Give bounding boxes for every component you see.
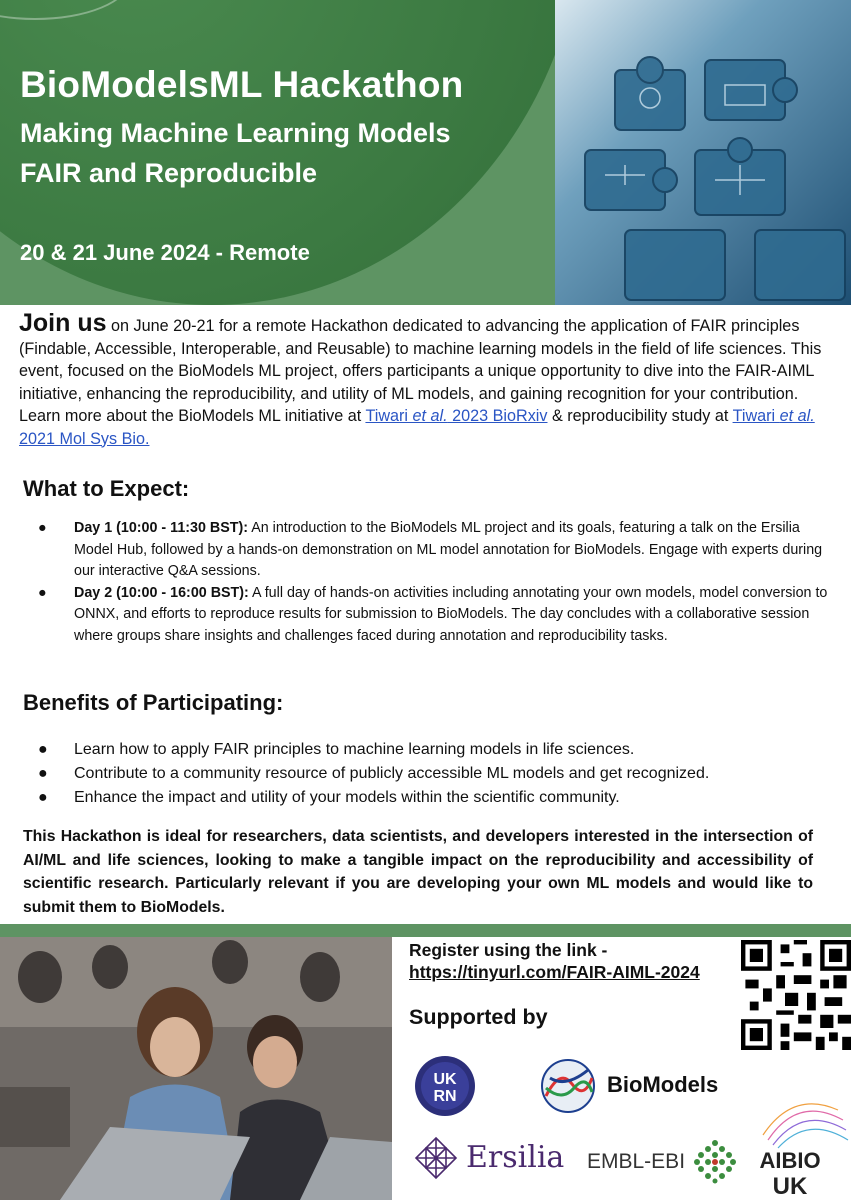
ukrn-logo	[414, 1055, 476, 1117]
day2-text: A full day of hands-on activities including annotating your own models, model conversion to ONNX, and efforts to reproduce results for submission to BioModels. The day concludes with a collaborative session where groups share insights and challenges faced during annotation and reproducibility tasks.	[74, 584, 828, 644]
biorxiv-link-etal: et al.	[412, 407, 448, 425]
biorxiv-link-author: Tiwari	[365, 407, 413, 425]
intro-text-2: & reproducibility study at	[547, 407, 733, 425]
expect-list	[0, 518, 830, 647]
molsysbio-link-author: Tiwari	[732, 407, 780, 425]
puzzle-pieces-image	[555, 0, 851, 305]
supported-by-heading: Supported by	[409, 1005, 548, 1029]
day1-text: An introduction to the BioModels ML project and its goals, featuring a talk on the Ersilia Model Hub, followed by a hands-on demonstration on ML model annotation for BioModels. Engage with experts during our interactive Q&A sessions.	[74, 520, 823, 579]
day1-label: Day 1 (10:00 - 11:30 BST):	[74, 520, 249, 536]
ersilia-logo-icon	[414, 1136, 458, 1180]
ersilia-logo-text: Ersilia	[466, 1140, 565, 1175]
biomodels-logo-text: BioModels	[607, 1072, 719, 1097]
bullet-dot: ●	[38, 789, 48, 806]
expect-item-day1	[0, 518, 830, 583]
header-banner	[0, 0, 851, 305]
bullet-dot: ●	[38, 741, 48, 758]
aibio-logo-text-2: UK	[772, 1173, 808, 1200]
embl-ebi-logo-text: EMBL-EBI	[587, 1150, 686, 1173]
what-to-expect-heading: What to Expect:	[23, 476, 190, 501]
bullet-dot: ●	[38, 584, 47, 601]
aibio-logo-text-1: AIBIO	[759, 1148, 821, 1173]
qr-code[interactable]	[741, 940, 851, 1050]
join-us-lead: Join us	[19, 309, 107, 337]
footer-divider-bar	[0, 924, 851, 937]
benefit-item	[0, 738, 830, 762]
molsysbio-link-etal: et al.	[779, 407, 815, 425]
aibio-uk-logo	[748, 1100, 851, 1200]
ukrn-logo-text-2: RN	[433, 1088, 457, 1105]
bullet-dot: ●	[38, 520, 47, 536]
subtitle-line-2: FAIR and Reproducible	[20, 158, 318, 188]
biorxiv-link[interactable]	[365, 407, 547, 425]
closing-paragraph: This Hackathon is ideal for researchers, data scientists, and developers interested in the intersection of AI/ML and life sciences, looking to make a tangible impact on the reproducibility and accessibility of scientific research. Particularly relevant if you are developing your own ML models and would like to submit them to BioModels.	[23, 828, 813, 916]
molsysbio-link-rest: 2021 Mol Sys Bio.	[19, 429, 150, 448]
day2-label: Day 2 (10:00 - 16:00 BST):	[74, 584, 249, 601]
benefits-heading: Benefits of Participating:	[23, 690, 284, 715]
intro-paragraph	[19, 309, 839, 450]
embl-ebi-dots-icon	[692, 1138, 738, 1184]
benefit-text: Enhance the impact and utility of your models within the scientific community.	[74, 789, 620, 806]
register-label: Register using the link -	[409, 940, 608, 960]
page-title: BioModelsML Hackathon	[20, 64, 464, 105]
event-date: 20 & 21 June 2024 - Remote	[20, 240, 310, 265]
benefits-list	[0, 738, 830, 810]
bullet-dot: ●	[38, 765, 48, 782]
expect-item-day2	[0, 583, 830, 648]
biomodels-logo-icon	[540, 1058, 596, 1114]
benefit-item	[0, 786, 830, 810]
benefit-text: Contribute to a community resource of publicly accessible ML models and get recognized.	[74, 765, 710, 782]
benefit-item	[0, 762, 830, 786]
ukrn-logo-text-1: UK	[433, 1071, 457, 1088]
participants-photo	[0, 937, 392, 1200]
register-link[interactable]: https://tinyurl.com/FAIR-AIML-2024	[409, 962, 700, 982]
subtitle-line-1: Making Machine Learning Models	[20, 118, 451, 148]
intro-text-1: on June 20-21 for a remote Hackathon dedicated to advancing the application of FAIR principles (Findable, Accessible, Interoperable, and Reusable) to machine learning models in the field of life sciences. This event, focused on the BioModels ML project, offers participants a unique opportunity to dive into the FAIR-AIML initiative, enhancing the reproducibility, and utility of ML models, and gaining recognition for your contribution. Learn more about the BioModels ML initiative at	[19, 317, 822, 425]
benefit-text: Learn how to apply FAIR principles to machine learning models in life sciences.	[74, 741, 635, 758]
biorxiv-link-rest: 2023 BioRxiv	[447, 407, 548, 425]
